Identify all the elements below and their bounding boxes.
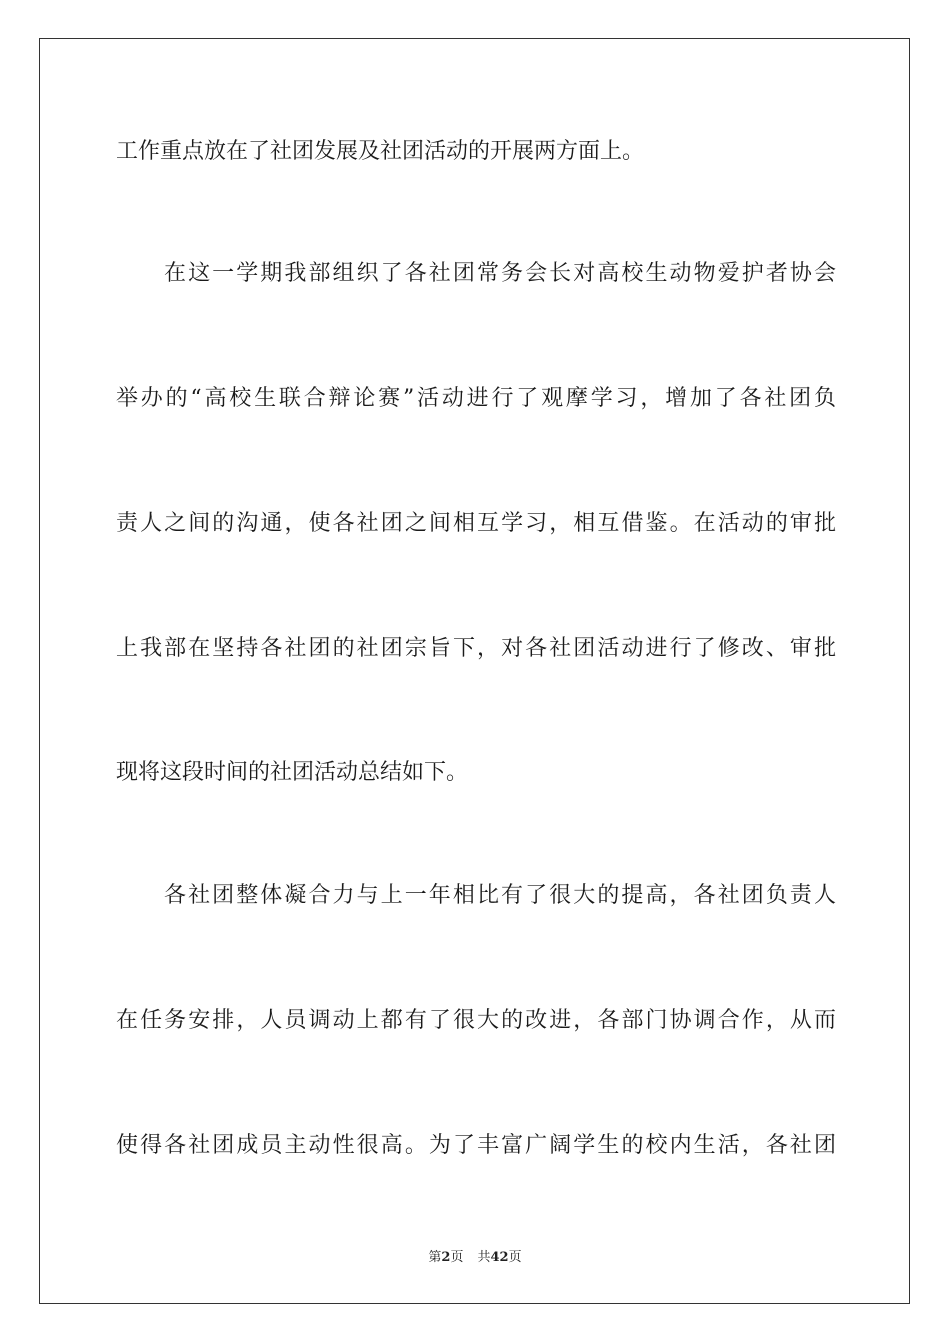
paragraph-first-line: 各社团整体凝合力与上一年相比有了很大的提高，各社团负责人 <box>164 883 836 908</box>
paragraph-first-line: 在这一学期我部组织了各社团常务会长对高校生动物爱护者协会 <box>164 261 836 286</box>
total-pages: 42 <box>490 1250 509 1265</box>
total-suffix: 页 <box>508 1250 522 1265</box>
text-line: 责人之间的沟通，使各社团之间相互学习，相互借鉴。在活动的审批 <box>116 511 836 536</box>
page-suffix: 页 <box>450 1250 464 1265</box>
text-line: 工作重点放在了社团发展及社团活动的开展两方面上。 <box>116 139 645 164</box>
text-line: 举办的“高校生联合辩论赛”活动进行了观摩学习，增加了各社团负 <box>116 386 836 411</box>
text-line: 在任务安排，人员调动上都有了很大的改进，各部门协调合作，从而 <box>116 1008 836 1033</box>
text-line: 现将这段时间的社团活动总结如下。 <box>116 760 469 785</box>
page-border <box>39 38 910 1304</box>
text-line: 上我部在坚持各社团的社团宗旨下，对各社团活动进行了修改、审批 <box>116 636 836 661</box>
page-footer <box>0 1246 950 1265</box>
page-number: 2 <box>441 1250 451 1265</box>
text-line: 使得各社团成员主动性很高。为了丰富广阔学生的校内生活，各社团 <box>116 1133 836 1158</box>
page-prefix: 第 <box>428 1250 442 1265</box>
total-prefix: 共 <box>477 1250 491 1265</box>
